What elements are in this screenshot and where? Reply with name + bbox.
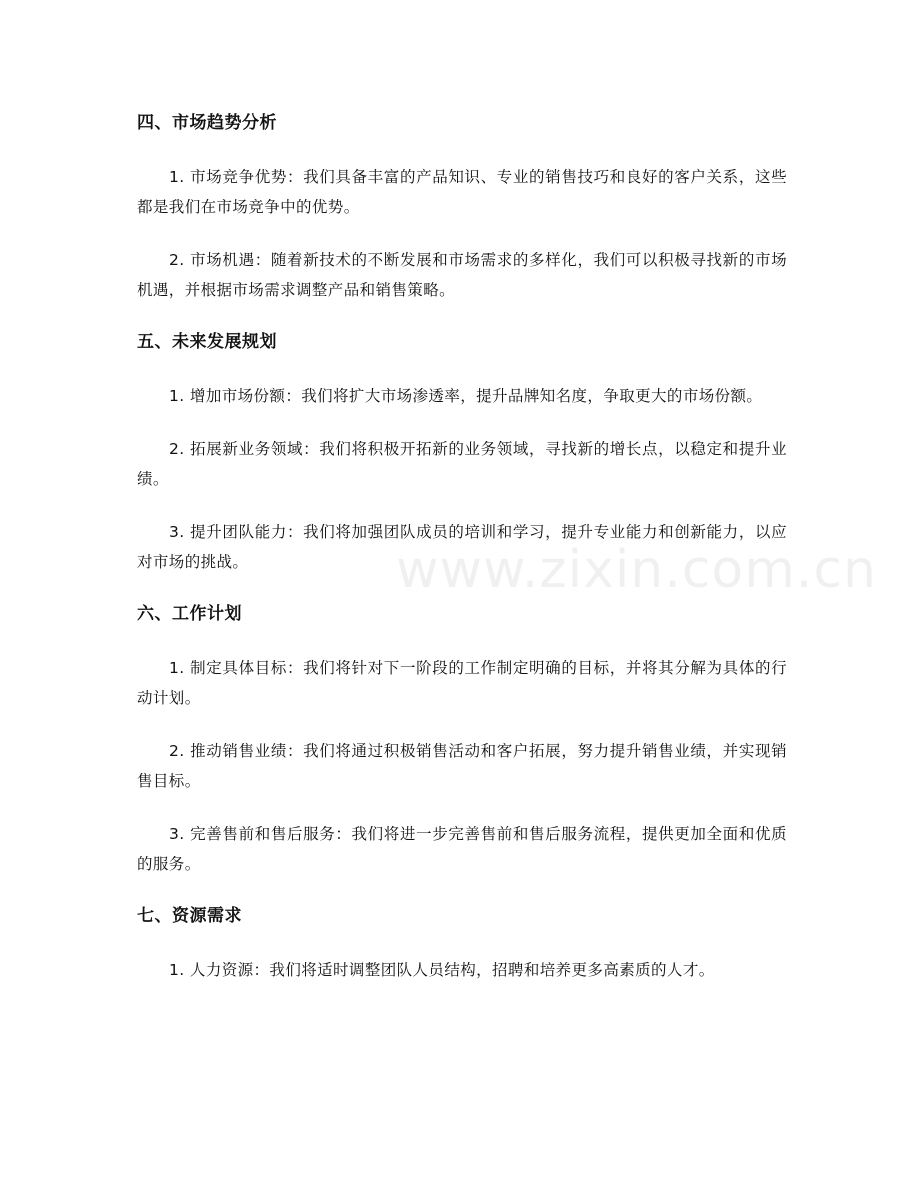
paragraph-human-resources: 1. 人力资源：我们将适时调整团队人员结构，招聘和培养更多高素质的人才。 [169, 961, 715, 979]
paragraph-service-improvement: 3. 完善售前和售后服务：我们将进一步完善售前和售后服务流程，提供更加全面和优质的服务。 [137, 825, 787, 873]
section-title-work-plan: 六、工作计划 [137, 604, 242, 624]
section-title-market-trends: 四、市场趋势分析 [137, 113, 277, 133]
paragraph-set-goals: 1. 制定具体目标：我们将针对下一阶段的工作制定明确的目标，并将其分解为具体的行动计划。 [137, 659, 787, 707]
paragraph-team-capability: 3. 提升团队能力：我们将加强团队成员的培训和学习，提升专业能力和创新能力，以应对市场的挑战。 [137, 523, 787, 571]
paragraph-market-opportunity: 2. 市场机遇：随着新技术的不断发展和市场需求的多样化，我们可以积极寻找新的市场机遇，并根据市场需求调整产品和销售策略。 [137, 251, 787, 299]
paragraph-market-share: 1. 增加市场份额：我们将扩大市场渗透率，提升品牌知名度，争取更大的市场份额。 [169, 387, 763, 405]
paragraph-sales-performance: 2. 推动销售业绩：我们将通过积极销售活动和客户拓展，努力提升销售业绩，并实现销售目标。 [137, 742, 787, 790]
watermark-text: www.zixin.com.cn [396, 540, 877, 600]
document-body [137, 108, 787, 985]
section-title-future-plan: 五、未来发展规划 [137, 332, 277, 352]
section-title-resource-needs: 七、资源需求 [137, 906, 242, 926]
paragraph-new-business: 2. 拓展新业务领域：我们将积极开拓新的业务领域，寻找新的增长点，以稳定和提升业绩。 [137, 440, 787, 488]
paragraph-market-advantage: 1. 市场竞争优势：我们具备丰富的产品知识、专业的销售技巧和良好的客户关系，这些都是我们在市场竞争中的优势。 [137, 168, 787, 216]
